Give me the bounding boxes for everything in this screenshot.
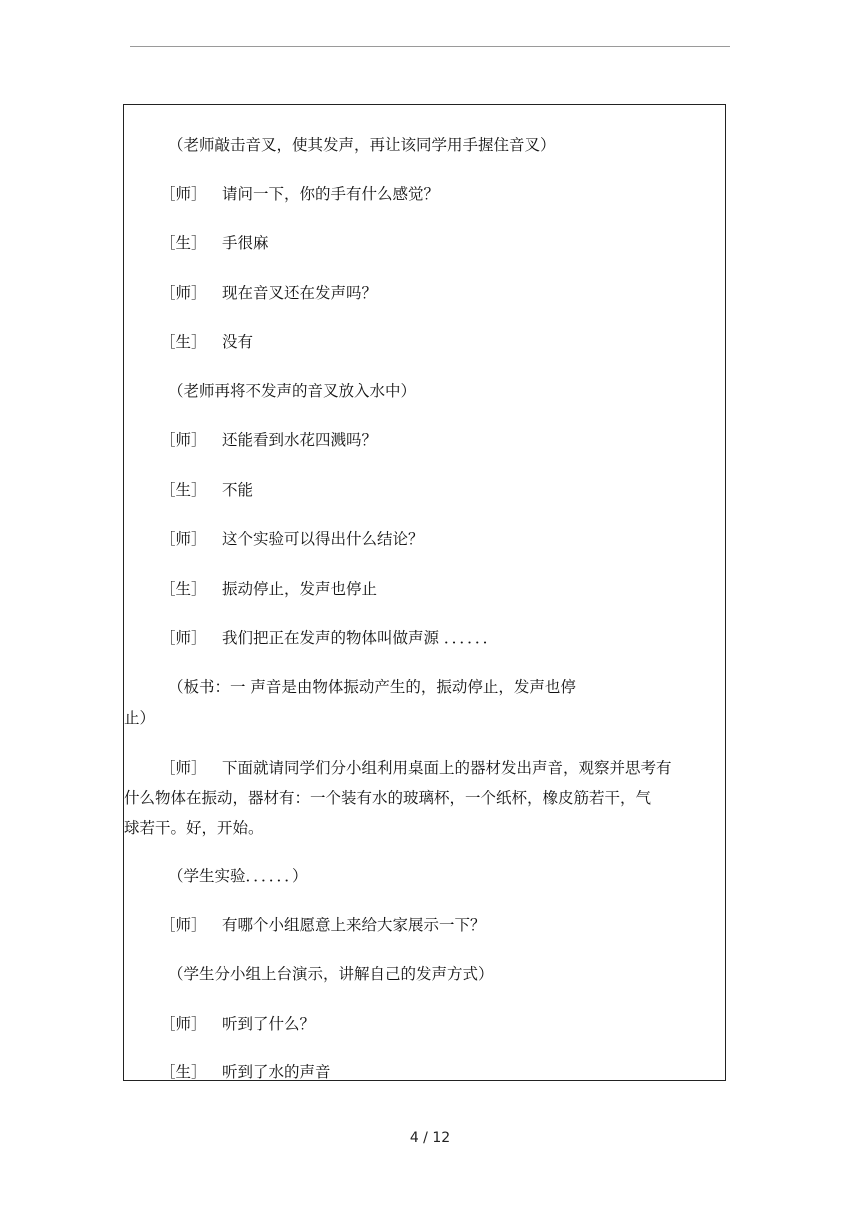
teacher-paragraph-line: 球若干。好，开始。 — [124, 819, 264, 837]
page-number: 4 / 12 — [409, 1130, 451, 1146]
stage-note: （学生分小组上台演示，讲解自己的发声方式） — [168, 965, 494, 983]
teacher-line: 听到了什么？ — [222, 1015, 316, 1033]
teacher-line: 这个实验可以得出什么结论？ — [222, 530, 424, 548]
student-line: 没有 — [222, 333, 254, 351]
stage-note: （学生实验．．．．．．） — [168, 867, 308, 885]
speaker-teacher-label: ［师］ — [160, 431, 207, 449]
teacher-line: 我们把正在发声的物体叫做声源 ．．．．．． — [222, 629, 499, 647]
teacher-line: 有哪个小组愿意上来给大家展示一下？ — [222, 916, 486, 934]
lesson-transcript-box — [123, 104, 726, 1081]
speaker-student-label: ［生］ — [160, 481, 207, 499]
teacher-line: 还能看到水花四溅吗？ — [222, 431, 378, 449]
speaker-student-label: ［生］ — [160, 580, 207, 598]
stage-note: （老师敲击音叉，使其发声，再让该同学用手握住音叉） — [168, 136, 556, 154]
speaker-student-label: ［生］ — [160, 1063, 207, 1081]
teacher-line: 现在音叉还在发声吗？ — [222, 284, 378, 302]
header-divider — [130, 46, 730, 47]
speaker-teacher-label: ［师］ — [160, 916, 207, 934]
student-line: 听到了水的声音 — [222, 1063, 331, 1081]
board-note-line: 止） — [124, 709, 156, 727]
speaker-teacher-label: ［师］ — [160, 629, 207, 647]
student-line: 振动停止，发声也停止 — [222, 580, 378, 598]
student-line: 手很麻 — [222, 234, 269, 252]
stage-note: （老师再将不发声的音叉放入水中） — [168, 382, 417, 400]
board-note-line: （板书：一 声音是由物体振动产生的，振动停止，发声也停 — [168, 678, 576, 696]
speaker-teacher-label: ［师］ — [160, 1015, 207, 1033]
speaker-teacher-label: ［师］ — [160, 284, 207, 302]
teacher-line: 请问一下，你的手有什么感觉？ — [222, 185, 440, 203]
speaker-student-label: ［生］ — [160, 234, 207, 252]
teacher-paragraph-line: 下面就请同学们分小组利用桌面上的器材发出声音，观察并思考有 — [222, 759, 672, 777]
student-line: 不能 — [222, 481, 254, 499]
speaker-teacher-label: ［师］ — [160, 759, 207, 777]
speaker-student-label: ［生］ — [160, 333, 207, 351]
speaker-teacher-label: ［师］ — [160, 185, 207, 203]
speaker-teacher-label: ［师］ — [160, 530, 207, 548]
teacher-paragraph-line: 什么物体在振动，器材有：一个装有水的玻璃杯，一个纸杯，橡皮筋若干，气 — [124, 789, 652, 807]
